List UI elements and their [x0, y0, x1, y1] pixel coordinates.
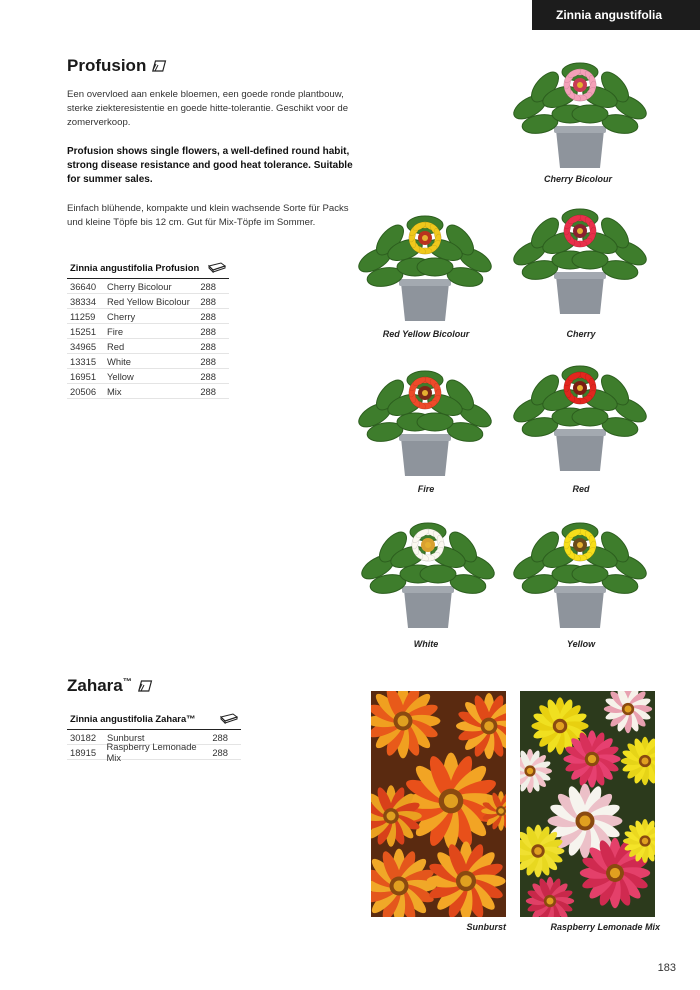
- plant-photo: [510, 512, 650, 652]
- item-qty: 288: [200, 325, 216, 337]
- plant-photo: [510, 355, 650, 495]
- sunburst-caption: Sunburst: [466, 922, 506, 932]
- item-code: 38334: [70, 295, 97, 307]
- header-tab: Zinnia angustifolia: [532, 0, 700, 30]
- plant-image: [510, 198, 650, 318]
- item-name: Red: [107, 340, 125, 352]
- item-code: 18915: [70, 746, 97, 758]
- plant-photo: [358, 512, 498, 652]
- table-row: [67, 384, 229, 399]
- plant-image: [510, 512, 650, 632]
- table-row: [67, 279, 229, 294]
- item-name: Sunburst: [107, 731, 145, 743]
- item-code: 34965: [70, 340, 97, 352]
- tray-icon: [152, 59, 170, 73]
- item-code: 11259: [70, 310, 96, 322]
- table-row: [67, 324, 229, 339]
- profusion-text-en: Profusion shows single flowers, a well-defined round habit, strong disease resistance and good heat tolerance. Suitable for summer sales.: [67, 146, 353, 185]
- profusion-text-de: Einfach blühende, kompakte und klein wachsende Sorte für Packs und kleine Töpfe bis 12 cm. Gut für Mix-Töpfe im Sommer.: [67, 203, 349, 228]
- table-row: [67, 309, 229, 324]
- item-qty: 288: [200, 295, 216, 307]
- plant-image: [355, 360, 495, 480]
- item-qty: 288: [200, 355, 216, 367]
- item-name: Yellow: [107, 370, 134, 382]
- plant-photo: [510, 52, 650, 192]
- zahara-tm: ™: [122, 676, 132, 687]
- item-qty: 288: [212, 746, 228, 758]
- item-code: 36640: [70, 280, 97, 292]
- plant-image: [358, 512, 498, 632]
- item-qty: 288: [200, 370, 216, 382]
- plant-photo: [510, 198, 650, 338]
- item-code: 20506: [70, 385, 97, 397]
- item-qty: 288: [200, 310, 216, 322]
- item-qty: 288: [200, 385, 216, 397]
- table-row: [67, 354, 229, 369]
- zahara-table-header: [67, 713, 241, 730]
- profusion-title: [67, 56, 170, 76]
- profusion-table-header: [67, 262, 229, 279]
- sunburst-photo: [371, 691, 506, 917]
- table-row: [67, 294, 229, 309]
- table-row: [67, 369, 229, 384]
- table-row: [67, 339, 229, 354]
- raspberry-lemonade-photo: [520, 691, 655, 917]
- zahara-table: [67, 713, 241, 763]
- item-code: 13315: [70, 355, 97, 367]
- plant-caption: Fire: [417, 484, 435, 494]
- item-qty: 288: [200, 280, 216, 292]
- item-name: Raspberry Lemonade Mix: [106, 741, 197, 763]
- profusion-text-nl: Een overvloed aan enkele bloemen, een goede ronde plantbouw, sterke ziekteresistentie en goede hitte-tolerantie. Geschikt voor de zomerverkoop.: [67, 89, 349, 128]
- plant-caption: Red: [572, 484, 590, 494]
- zahara-table-title: Zinnia angustifolia Zahara™: [70, 713, 196, 724]
- item-name: Red Yellow Bicolour: [107, 295, 190, 307]
- plant-photo: [355, 360, 495, 500]
- item-name: Fire: [107, 325, 124, 337]
- raspberry-lemonade-image: [520, 691, 655, 917]
- item-qty: 288: [200, 340, 216, 352]
- zahara-title-text: Zahara: [67, 676, 123, 695]
- item-code: 30182: [70, 731, 97, 743]
- profusion-title-text: Profusion: [67, 56, 147, 75]
- tray-icon: [220, 713, 238, 724]
- tray-icon: [138, 679, 156, 693]
- item-name: White: [107, 355, 131, 367]
- plant-caption: White: [413, 639, 439, 649]
- page-number: 183: [657, 962, 676, 974]
- profusion-table: [67, 262, 229, 399]
- item-name: Mix: [107, 385, 122, 397]
- item-name: Cherry Bicolour: [107, 280, 172, 292]
- plant-caption: Red Yellow Bicolour: [382, 329, 470, 339]
- item-code: 15251: [70, 325, 97, 337]
- item-qty: 288: [212, 731, 228, 743]
- plant-image: [510, 355, 650, 475]
- item-name: Cherry: [107, 310, 136, 322]
- sunburst-image: [371, 691, 506, 917]
- plant-caption: Cherry: [566, 329, 596, 339]
- raspberry-lemonade-caption: Raspberry Lemonade Mix: [550, 922, 660, 932]
- plant-caption: Yellow: [566, 639, 596, 649]
- table-row: [67, 741, 241, 763]
- plant-image: [510, 52, 650, 172]
- plant-caption: Cherry Bicolour: [543, 174, 612, 184]
- plant-image: [355, 205, 495, 325]
- plant-photo: [355, 205, 495, 345]
- tray-icon: [208, 262, 226, 273]
- item-code: 16951: [70, 370, 97, 382]
- profusion-table-title: Zinnia angustifolia Profusion: [70, 262, 200, 273]
- zahara-title: [67, 676, 156, 696]
